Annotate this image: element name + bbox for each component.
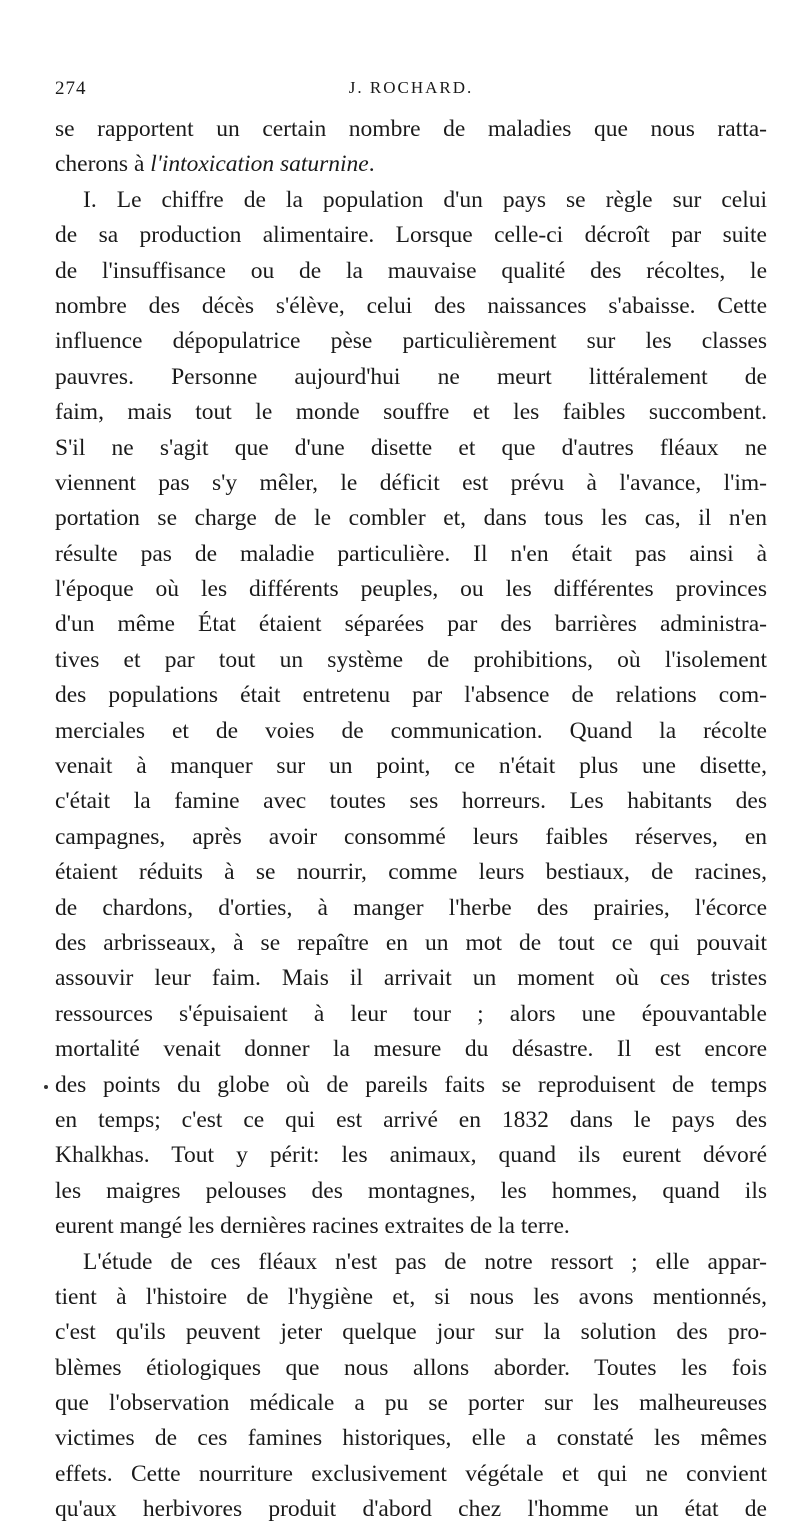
text-line-content: L'étude de ces fléaux n'est pas de notre ressort ; elle appar- <box>83 1248 767 1275</box>
text-line <box>55 218 767 253</box>
text-line <box>55 1457 767 1492</box>
text-line <box>55 1386 767 1421</box>
text-line <box>55 572 767 607</box>
text-line <box>55 147 767 182</box>
text-line-content: tives et par tout un système de prohibitions, où l'isolement <box>55 646 767 673</box>
page-header <box>55 78 767 108</box>
text-line <box>55 1209 767 1244</box>
text-line-content: de sa production alimentaire. Lorsque celle-ci décroît par suite <box>55 222 767 249</box>
text-line-content: c'est qu'ils peuvent jeter quelque jour sur la solution des pro- <box>55 1319 767 1346</box>
text-line-content: des arbrisseaux, à se repaître en un mot de tout ce qui pouvait <box>55 929 767 956</box>
text-line <box>55 749 767 784</box>
text-line-content: nombre des décès s'élève, celui des naissances s'abaisse. Cette <box>55 292 767 319</box>
text-line-content: assouvir leur faim. Mais il arrivait un moment où ces tristes <box>55 965 767 992</box>
text-line <box>55 891 767 926</box>
text-line-content: mortalité venait donner la mesure du désastre. Il est encore <box>55 1036 767 1063</box>
text-line <box>55 324 767 359</box>
text-line <box>55 714 767 749</box>
text-line <box>55 678 767 713</box>
text-line-content: merciales et de voies de communication. Quand la récolte <box>55 717 767 744</box>
text-line <box>55 997 767 1032</box>
text-line-content: blèmes étiologiques que nous allons aborder. Toutes les fois <box>55 1354 767 1381</box>
text-line-content: des populations était entretenu par l'absence de relations com- <box>55 682 767 709</box>
text-line-tail: . <box>368 151 375 178</box>
text-line-content: cherons à <box>55 151 151 178</box>
page-number: 274 <box>55 78 87 99</box>
text-line-content: S'il ne s'agit que d'une disette et que d'autres fléaux ne <box>55 434 767 461</box>
text-line-content: c'était la famine avec toutes ses horreurs. Les habitants des <box>55 788 767 815</box>
text-line <box>55 112 767 147</box>
text-line <box>55 537 767 572</box>
text-line-content: qu'aux herbivores produit d'abord chez l'homme un état de <box>55 1496 767 1523</box>
text-line-content: venait à manquer sur un point, ce n'était plus une disette, <box>55 753 767 780</box>
text-line-content: étaient réduits à se nourrir, comme leurs bestiaux, de racines, <box>55 859 767 886</box>
text-line-content: d'un même État étaient séparées par des barrières administra- <box>55 611 767 638</box>
text-line-content: viennent pas s'y mêler, le déficit est prévu à l'avance, l'im- <box>55 469 767 496</box>
text-line-content: ressources s'épuisaient à leur tour ; alors une épouvantable <box>55 1000 767 1027</box>
text-line-content: effets. Cette nourriture exclusivement végétale et qui ne convient <box>55 1460 767 1487</box>
text-line <box>55 395 767 430</box>
text-line-content: campagnes, après avoir consommé leurs faibles réserves, en <box>55 823 767 850</box>
text-line-content: en temps; c'est ce qui est arrivé en 1832 dans le pays des <box>55 1106 767 1133</box>
body-text <box>55 112 767 1528</box>
text-line <box>55 289 767 324</box>
text-line <box>55 1103 767 1138</box>
text-line-content: l'époque où les différents peuples, ou les différentes provinces <box>55 576 767 603</box>
text-line-content: Khalkhas. Tout y périt: les animaux, quand ils eurent dévoré <box>55 1142 767 1169</box>
text-line <box>55 1315 767 1350</box>
italic-term: l'intoxication saturnine <box>150 151 369 178</box>
text-line-content: que l'observation médicale a pu se porter sur les malheureuses <box>55 1390 767 1417</box>
text-line <box>55 643 767 678</box>
text-line-content: des points du globe où de pareils faits se reproduisent de temps <box>55 1071 767 1098</box>
text-line-content: portation se charge de le combler et, dans tous les cas, il n'en <box>55 505 767 532</box>
text-line-content: tient à l'histoire de l'hygiène et, si nous les avons mentionnés, <box>55 1283 767 1310</box>
text-line <box>55 183 767 218</box>
text-line-content: résulte pas de maladie particulière. Il n'en était pas ainsi à <box>55 540 767 567</box>
text-line <box>55 961 767 996</box>
text-line <box>55 1492 767 1527</box>
text-line <box>55 431 767 466</box>
text-line <box>55 1280 767 1315</box>
text-line-content: I. Le chiffre de la population d'un pays se règle sur celui <box>83 186 767 213</box>
text-line <box>55 855 767 890</box>
text-line <box>55 1245 767 1280</box>
text-line-content: se rapportent un certain nombre de maladies que nous ratta- <box>55 116 767 142</box>
text-line <box>55 360 767 395</box>
text-line <box>55 820 767 855</box>
text-line-content: pauvres. Personne aujourd'hui ne meurt littéralement de <box>55 363 767 390</box>
text-line-content: faim, mais tout le monde souffre et les faibles succombent. <box>55 399 767 426</box>
text-line-content: de l'insuffisance ou de la mauvaise qualité des récoltes, le <box>55 257 767 284</box>
text-line-content: influence dépopulatrice pèse particulièrement sur les classes <box>55 328 767 355</box>
text-line <box>55 1174 767 1209</box>
text-line <box>55 1421 767 1456</box>
text-line <box>55 466 767 501</box>
text-line-content: les maigres pelouses des montagnes, les hommes, quand ils <box>55 1177 767 1204</box>
text-line <box>55 607 767 642</box>
text-line <box>55 1068 767 1103</box>
text-line <box>55 254 767 289</box>
text-line <box>55 1351 767 1386</box>
text-line <box>55 1032 767 1067</box>
text-line <box>55 784 767 819</box>
margin-mark <box>44 1085 48 1089</box>
text-line <box>55 926 767 961</box>
text-line <box>55 1138 767 1173</box>
text-line <box>55 501 767 536</box>
text-line-content: victimes de ces famines historiques, elle a constaté les mêmes <box>55 1425 767 1452</box>
text-line-content: eurent mangé les dernières racines extraites de la terre. <box>55 1213 570 1240</box>
running-head: J. ROCHARD. <box>348 78 474 97</box>
text-line-content: de chardons, d'orties, à manger l'herbe des prairies, l'écorce <box>55 894 767 921</box>
